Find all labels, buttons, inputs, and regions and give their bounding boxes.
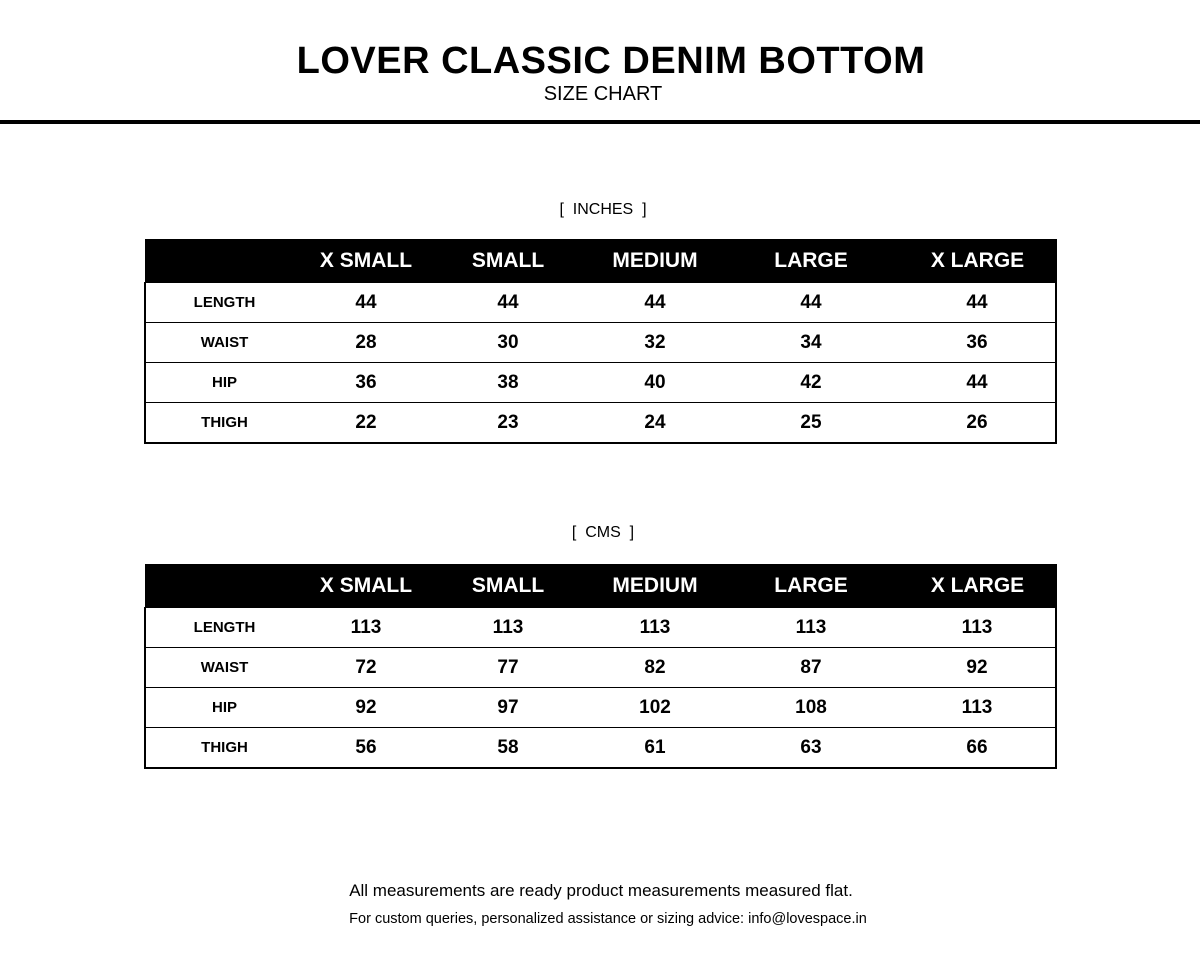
column-header-x-large: X LARGE (899, 565, 1056, 608)
inches-unit-label: [ INCHES ] (559, 201, 647, 218)
table-cell: 28 (303, 323, 429, 363)
row-label-length: LENGTH (145, 283, 303, 323)
cms-size-table (144, 564, 1057, 769)
table-cell: 113 (429, 608, 587, 648)
table-row (145, 608, 1056, 648)
table-cell: 22 (303, 403, 429, 444)
table-cell: 87 (723, 648, 899, 688)
table-cell: 113 (899, 608, 1056, 648)
table-cell: 44 (429, 283, 587, 323)
table-cell: 23 (429, 403, 587, 444)
table-cell: 63 (723, 728, 899, 769)
column-header-x-small: X SMALL (303, 240, 429, 283)
table-cell: 92 (899, 648, 1056, 688)
row-label-waist: WAIST (145, 648, 303, 688)
table-header-row (145, 240, 1056, 283)
table-cell: 25 (723, 403, 899, 444)
cms-unit-label: [ CMS ] (571, 524, 635, 541)
table-cell: 77 (429, 648, 587, 688)
row-label-length: LENGTH (145, 608, 303, 648)
table-cell: 24 (587, 403, 723, 444)
table-cell: 34 (723, 323, 899, 363)
column-header-small: SMALL (429, 240, 587, 283)
column-header-medium: MEDIUM (587, 565, 723, 608)
table-cell: 66 (899, 728, 1056, 769)
page-header (0, 0, 1200, 124)
column-header-large: LARGE (723, 565, 899, 608)
column-header-empty (145, 565, 303, 608)
column-header-x-small: X SMALL (303, 565, 429, 608)
table-cell: 36 (899, 323, 1056, 363)
table-cell: 97 (429, 688, 587, 728)
table-cell: 56 (303, 728, 429, 769)
table-cell: 30 (429, 323, 587, 363)
table-row (145, 403, 1056, 444)
table-row (145, 283, 1056, 323)
table-cell: 42 (723, 363, 899, 403)
table-cell: 108 (723, 688, 899, 728)
table-cell: 113 (303, 608, 429, 648)
contact-note: For custom queries, personalized assistance or sizing advice: info@lovespace.in (349, 911, 867, 927)
inches-size-table (144, 239, 1057, 444)
table-cell: 44 (899, 363, 1056, 403)
row-label-thigh: THIGH (145, 728, 303, 769)
table-cell: 36 (303, 363, 429, 403)
row-label-hip: HIP (145, 363, 303, 403)
row-label-waist: WAIST (145, 323, 303, 363)
table-cell: 72 (303, 648, 429, 688)
table-cell: 113 (899, 688, 1056, 728)
column-header-x-large: X LARGE (899, 240, 1056, 283)
table-header-row (145, 565, 1056, 608)
page-title: LOVER CLASSIC DENIM BOTTOM (296, 40, 926, 82)
table-row (145, 728, 1056, 769)
page-subtitle: SIZE CHART (543, 83, 663, 105)
table-cell: 102 (587, 688, 723, 728)
measurement-note: All measurements are ready product measurements measured flat. (349, 881, 853, 900)
table-cell: 38 (429, 363, 587, 403)
table-row (145, 323, 1056, 363)
table-cell: 82 (587, 648, 723, 688)
table-cell: 40 (587, 363, 723, 403)
table-row (145, 648, 1056, 688)
column-header-small: SMALL (429, 565, 587, 608)
table-cell: 113 (723, 608, 899, 648)
table-cell: 44 (723, 283, 899, 323)
table-cell: 44 (587, 283, 723, 323)
table-cell: 113 (587, 608, 723, 648)
table-cell: 32 (587, 323, 723, 363)
table-cell: 44 (303, 283, 429, 323)
row-label-hip: HIP (145, 688, 303, 728)
table-row (145, 688, 1056, 728)
table-cell: 58 (429, 728, 587, 769)
column-header-empty (145, 240, 303, 283)
table-cell: 92 (303, 688, 429, 728)
table-cell: 61 (587, 728, 723, 769)
table-row (145, 363, 1056, 403)
column-header-medium: MEDIUM (587, 240, 723, 283)
table-cell: 26 (899, 403, 1056, 444)
row-label-thigh: THIGH (145, 403, 303, 444)
column-header-large: LARGE (723, 240, 899, 283)
table-cell: 44 (899, 283, 1056, 323)
